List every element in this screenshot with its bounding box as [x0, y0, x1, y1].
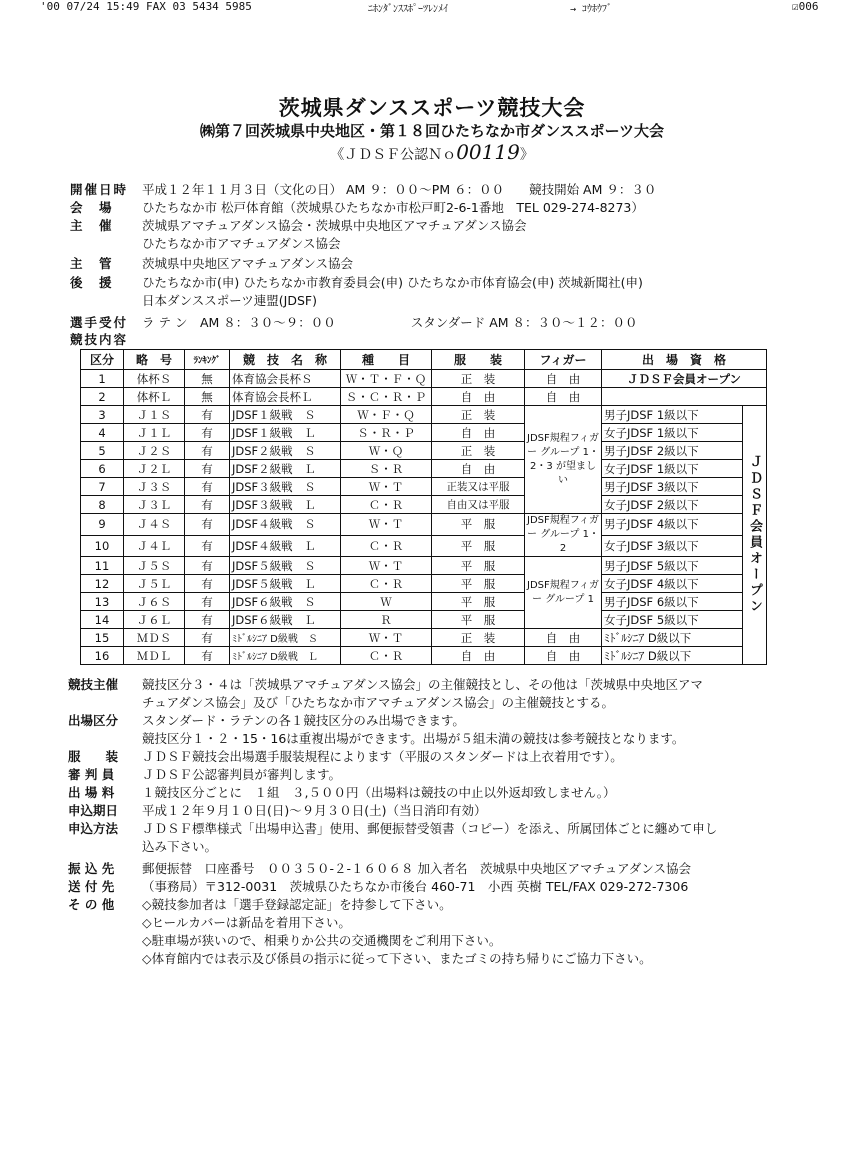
table-cell: Ｊ１Ｌ [124, 424, 185, 442]
table-cell: JDSF６級戦 Ｌ [230, 611, 341, 629]
table-cell: Ｊ２Ｌ [124, 460, 185, 478]
table-cell: 平 服 [432, 514, 525, 536]
table-cell: 自 由 [525, 629, 602, 647]
table-cell: Ｒ [341, 611, 432, 629]
note-label: 出場区分 [68, 713, 119, 728]
table-cell: JDSF１級戦 Ｌ [230, 424, 341, 442]
table-row [81, 460, 767, 478]
table-cell: ﾐﾄﾞﾙｼﾆｱ D級戦 Ｓ [230, 629, 341, 647]
table-row [81, 442, 767, 460]
jdsf-prefix: 《ＪＤＳＦ公認Ｎｏ [330, 147, 457, 163]
jdsf-suffix: 》 [519, 147, 534, 163]
column-header: 出 場 資 格 [602, 350, 767, 370]
table-row [81, 406, 767, 424]
table-cell: 15 [81, 629, 124, 647]
note-label: 競技主催 [68, 677, 119, 692]
note-text: ◇ヒールカバーは新品を着用下さい。 [142, 915, 351, 930]
table-cell: Ｗ・Ｔ [341, 478, 432, 496]
table-cell: 自 由 [525, 370, 602, 388]
table-cell: 有 [185, 557, 230, 575]
table-cell: Ｗ・Ｆ・Ｑ [341, 406, 432, 424]
eligibility-cell: 男子JDSF 5級以下 [602, 557, 743, 575]
table-cell: Ｗ・Ｔ [341, 629, 432, 647]
table-cell: Ｊ４Ｌ [124, 535, 185, 557]
table-cell: Ｓ・Ｒ・Ｐ [341, 424, 432, 442]
info-value: ひたちなか市アマチュアダンス協会 [142, 236, 341, 251]
table-cell: Ｗ・Ｔ・Ｆ・Ｑ [341, 370, 432, 388]
table-cell: ＭＤＬ [124, 647, 185, 665]
table-cell: 3 [81, 406, 124, 424]
info-support [70, 273, 643, 291]
table-cell: 正 装 [432, 406, 525, 424]
table-row [81, 478, 767, 496]
note-method [68, 820, 848, 856]
info-manage [70, 254, 353, 272]
eligibility-cell: 男子JDSF 6級以下 [602, 593, 743, 611]
eligibility-cell: 男子JDSF 4級以下 [602, 514, 743, 536]
table-cell: 9 [81, 514, 124, 536]
table-cell: 自 由 [525, 388, 602, 406]
table-cell: 自 由 [432, 388, 525, 406]
table-row [81, 593, 767, 611]
info-value: 茨城県中央地区アマチュアダンス協会 [142, 256, 354, 271]
table-cell: 平 服 [432, 557, 525, 575]
figure-group: JDSF規程フィガー グループ 1・2 [525, 514, 602, 557]
table-row [81, 611, 767, 629]
table-cell: Ｓ・Ｒ [341, 460, 432, 478]
jdsf-approval [0, 140, 864, 164]
competition-table [80, 349, 767, 665]
table-cell: JDSF３級戦 Ｌ [230, 496, 341, 514]
table-cell: 平 服 [432, 611, 525, 629]
table-cell: 有 [185, 611, 230, 629]
table-cell: JDSF３級戦 Ｓ [230, 478, 341, 496]
table-cell: 12 [81, 575, 124, 593]
table-cell: 16 [81, 647, 124, 665]
fax-recipient: → ｺｳﾎｳﾌﾞ [570, 4, 613, 15]
table-cell: 体育協会長杯Ｓ [230, 370, 341, 388]
eligibility-cell: 女子JDSF 4級以下 [602, 575, 743, 593]
note-label: 振 込 先 [68, 861, 115, 876]
info-value: ひたちなか市(申) ひたちなか市教育委員会(申) ひたちなか市体育協会(申) 茨城新聞社(申) [142, 275, 643, 290]
table-cell: 2 [81, 388, 124, 406]
table-cell: ﾐﾄﾞﾙｼﾆｱ D級戦 Ｌ [230, 647, 341, 665]
table-cell: 無 [185, 388, 230, 406]
info-reception [70, 313, 638, 331]
table-cell: Ｊ６Ｓ [124, 593, 185, 611]
info-date [70, 180, 656, 198]
info-contents [70, 330, 142, 348]
table-cell: Ｊ５Ｌ [124, 575, 185, 593]
note-entry [68, 712, 848, 748]
table-cell: JDSF１級戦 Ｓ [230, 406, 341, 424]
table-cell: 14 [81, 611, 124, 629]
table-cell: Ｊ１Ｓ [124, 406, 185, 424]
info-label: 後 援 [70, 275, 114, 290]
eligibility-cell: 男子JDSF 1級以下 [602, 406, 743, 424]
info-value: ラ テ ン AM ８：３０～９：００ スタンダード AM ８：３０～１２：００ [142, 315, 638, 330]
fax-sender: ﾆﾎﾝﾀﾞﾝｽｽﾎﾟｰﾂﾚﾝﾒｲ [368, 4, 448, 15]
table-cell: Ｗ・Ｔ [341, 514, 432, 536]
info-value: 平成１２年１１月３日（文化の日） AM ９：００～PM ６：００ 競技開始 AM ９：３０ [142, 182, 657, 197]
info-label: 競技内容 [70, 332, 129, 347]
info-label: 主 管 [70, 256, 114, 271]
note-text: ◇駐車場が狭いので、相乗りか公共の交通機関をご利用下さい。 [142, 933, 502, 948]
table-cell: 有 [185, 406, 230, 424]
table-cell: 7 [81, 478, 124, 496]
table-row [81, 370, 767, 388]
note-text: １競技区分ごとに １組 ３,５００円（出場料は競技の中止以外返却致しません。） [142, 785, 616, 800]
table-cell: 自 由 [432, 460, 525, 478]
table-cell: 13 [81, 593, 124, 611]
note-text: （事務局）〒312-0031 茨城県ひたちなか市後台 460-71 小西 英樹 TEL/FAX 029-272-7306 [142, 879, 689, 894]
info-label: 主 催 [70, 218, 114, 233]
table-cell: Ｃ・Ｒ [341, 535, 432, 557]
note-transfer [68, 860, 848, 878]
note-host-competition [68, 676, 848, 712]
note-text: 競技区分３・４は「茨城県アマチュアダンス協会」の主催競技とし、その他は「茨城県中央地区アマ [142, 677, 704, 692]
table-cell: 自 由 [432, 424, 525, 442]
table-cell: 体育協会長杯Ｌ [230, 388, 341, 406]
table-cell: Ｊ５Ｓ [124, 557, 185, 575]
note-judge [68, 766, 848, 784]
table-cell: 有 [185, 442, 230, 460]
table-cell: 正 装 [432, 442, 525, 460]
table-cell: 有 [185, 575, 230, 593]
table-cell: 10 [81, 535, 124, 557]
table-cell: 有 [185, 514, 230, 536]
eligibility-cell: 男子JDSF 2級以下 [602, 442, 743, 460]
column-header: 服 装 [432, 350, 525, 370]
note-text: ◇競技参加者は「選手登録認定証」を持参して下さい。 [142, 897, 452, 912]
table-row [81, 514, 767, 536]
table-cell: JDSF２級戦 Ｓ [230, 442, 341, 460]
column-header: フィガー [525, 350, 602, 370]
figure-group: JDSF規程フィガー グループ 1・2・3 が望ましい [525, 406, 602, 514]
table-cell: Ｓ・Ｃ・Ｒ・Ｐ [341, 388, 432, 406]
note-send [68, 878, 848, 896]
table-cell: Ｗ・Ｑ [341, 442, 432, 460]
table-cell: 1 [81, 370, 124, 388]
note-text: チュアダンス協会」及び「ひたちなか市アマチュアダンス協会」の主催競技とする。 [142, 695, 615, 710]
info-label: 会 場 [70, 200, 114, 215]
note-text: 込み下さい。 [142, 839, 218, 854]
eligibility-cell: ﾐﾄﾞﾙｼﾆｱ D級以下 [602, 647, 743, 665]
info-support-2 [70, 291, 317, 309]
eligibility-cell: 女子JDSF 1級以下 [602, 460, 743, 478]
note-text: ◇体育館内では表示及び係員の指示に従って下さい、またゴミの持ち帰りにご協力下さい。 [142, 951, 652, 966]
table-cell: JDSF５級戦 Ｓ [230, 557, 341, 575]
note-label: 送 付 先 [68, 879, 115, 894]
notes-section [68, 676, 848, 968]
info-host [70, 216, 527, 234]
table-cell: Ｊ３Ｓ [124, 478, 185, 496]
table-cell: 平 服 [432, 575, 525, 593]
table-cell: 平 服 [432, 593, 525, 611]
document-title: 茨城県ダンススポーツ競技大会 [278, 96, 586, 120]
table-cell: 4 [81, 424, 124, 442]
table-cell: JDSF４級戦 Ｓ [230, 514, 341, 536]
note-text: ＪＤＳＦ公認審判員が審判します。 [142, 767, 342, 782]
column-header: ﾗﾝｷﾝｸﾞ [185, 350, 230, 370]
table-cell: 6 [81, 460, 124, 478]
document-subtitle: ㈱第７回茨城県中央地区・第１８回ひたちなか市ダンススポーツ大会 [199, 122, 665, 140]
table-row [81, 535, 767, 557]
table-cell: 5 [81, 442, 124, 460]
table-row [81, 424, 767, 442]
table-cell: 有 [185, 424, 230, 442]
note-text: 平成１２年９月１０日(日)～９月３０日(土)（当日消印有効） [142, 803, 487, 818]
column-header: 略 号 [124, 350, 185, 370]
note-label: 申込期日 [68, 803, 119, 818]
table-cell: 正 装 [432, 629, 525, 647]
jdsf-number: 00119 [456, 140, 520, 164]
table-row [81, 629, 767, 647]
column-header: 競 技 名 称 [230, 350, 341, 370]
eligibility-cell: 女子JDSF 1級以下 [602, 424, 743, 442]
table-cell: 無 [185, 370, 230, 388]
note-text: ＪＤＳＦ競技会出場選手服装規程によります（平服のスタンダードは上衣着用です）。 [142, 749, 623, 764]
table-header-row [81, 350, 767, 370]
table-cell: 平 服 [432, 535, 525, 557]
note-label: 出 場 料 [68, 785, 115, 800]
info-label: 選手受付 [70, 315, 129, 330]
note-label: 申込方法 [68, 821, 119, 836]
fax-header [40, 0, 840, 16]
table-cell: JDSF２級戦 Ｌ [230, 460, 341, 478]
table-cell: Ｊ３Ｌ [124, 496, 185, 514]
table-cell: 有 [185, 460, 230, 478]
note-text: 郵便振替 口座番号 ００３５０-２-１６０６８ 加入者名 茨城県中央地区アマチュアダンス協会 [142, 861, 691, 876]
table-row [81, 388, 767, 406]
note-text: ＪＤＳＦ標準様式「出場申込書」使用、郵便振替受領書（コピー）を添え、所属団体ごとに纏めて申し [142, 821, 718, 836]
table-cell: Ｃ・Ｒ [341, 496, 432, 514]
table-cell: 有 [185, 629, 230, 647]
note-text: スタンダード・ラテンの各１競技区分のみ出場できます。 [142, 713, 465, 728]
table-cell: 自由又は平服 [432, 496, 525, 514]
table-row [81, 575, 767, 593]
table-cell: 正 装 [432, 370, 525, 388]
info-venue [70, 198, 644, 216]
note-text: 競技区分１・２・15・16は重複出場ができます。出場が５組未満の競技は参考競技となります。 [142, 731, 685, 746]
table-cell: Ｗ [341, 593, 432, 611]
table-cell: Ｊ２Ｓ [124, 442, 185, 460]
table-cell: 体杯Ｓ [124, 370, 185, 388]
table-cell: Ｊ４Ｓ [124, 514, 185, 536]
note-label: 審 判 員 [68, 767, 115, 782]
note-dress [68, 748, 848, 766]
info-value: ひたちなか市 松戸体育館（茨城県ひたちなか市松戸町2-6-1番地 TEL 029-274-8273） [142, 200, 644, 215]
table-cell: 11 [81, 557, 124, 575]
info-label: 開催日時 [70, 182, 129, 197]
note-other [68, 896, 848, 968]
table-cell: 正装又は平服 [432, 478, 525, 496]
info-value: 茨城県アマチュアダンス協会・茨城県中央地区アマチュアダンス協会 [142, 218, 527, 233]
table-cell: 自 由 [525, 647, 602, 665]
table-cell: Ｃ・Ｒ [341, 647, 432, 665]
table-cell: 体杯Ｌ [124, 388, 185, 406]
table-cell: Ｃ・Ｒ [341, 575, 432, 593]
table-cell: JDSF４級戦 Ｌ [230, 535, 341, 557]
table-cell: 自 由 [432, 647, 525, 665]
table-cell: Ｗ・Ｔ [341, 557, 432, 575]
table-cell: 有 [185, 496, 230, 514]
column-header: 区分 [81, 350, 124, 370]
eligibility-cell: ﾐﾄﾞﾙｼﾆｱ D級以下 [602, 629, 743, 647]
table-cell: 有 [185, 647, 230, 665]
table-cell-empty [602, 388, 767, 406]
info-host-2 [70, 234, 341, 252]
eligibility-cell: 男子JDSF 3級以下 [602, 478, 743, 496]
figure-group: JDSF規程フィガー グループ 1 [525, 557, 602, 629]
table-cell: JDSF５級戦 Ｌ [230, 575, 341, 593]
info-value: 日本ダンススポーツ連盟(JDSF) [142, 293, 317, 308]
eligibility-cell: 女子JDSF 5級以下 [602, 611, 743, 629]
table-cell: 有 [185, 593, 230, 611]
table-row [81, 496, 767, 514]
eligibility-cell: 女子JDSF 3級以下 [602, 535, 743, 557]
eligibility-cell: 女子JDSF 2級以下 [602, 496, 743, 514]
table-cell: 8 [81, 496, 124, 514]
note-label: そ の 他 [68, 897, 115, 912]
table-cell: ＭＤＳ [124, 629, 185, 647]
note-label: 服 装 [68, 749, 119, 764]
table-cell: 有 [185, 478, 230, 496]
column-header: 種 目 [341, 350, 432, 370]
note-period [68, 802, 848, 820]
table-row [81, 557, 767, 575]
eligibility-open: ＪＤＳＦ会員オープン [602, 370, 767, 388]
table-row [81, 647, 767, 665]
table-cell: JDSF６級戦 Ｓ [230, 593, 341, 611]
fax-datetime: '00 07/24 15:49 FAX 03 5434 5985 [40, 0, 252, 13]
eligibility-vertical: ＪＤＳＦ会員オープン [743, 406, 767, 665]
fax-page: ☑006 [792, 0, 819, 13]
table-cell: 有 [185, 535, 230, 557]
note-fee [68, 784, 848, 802]
table-cell: Ｊ６Ｌ [124, 611, 185, 629]
